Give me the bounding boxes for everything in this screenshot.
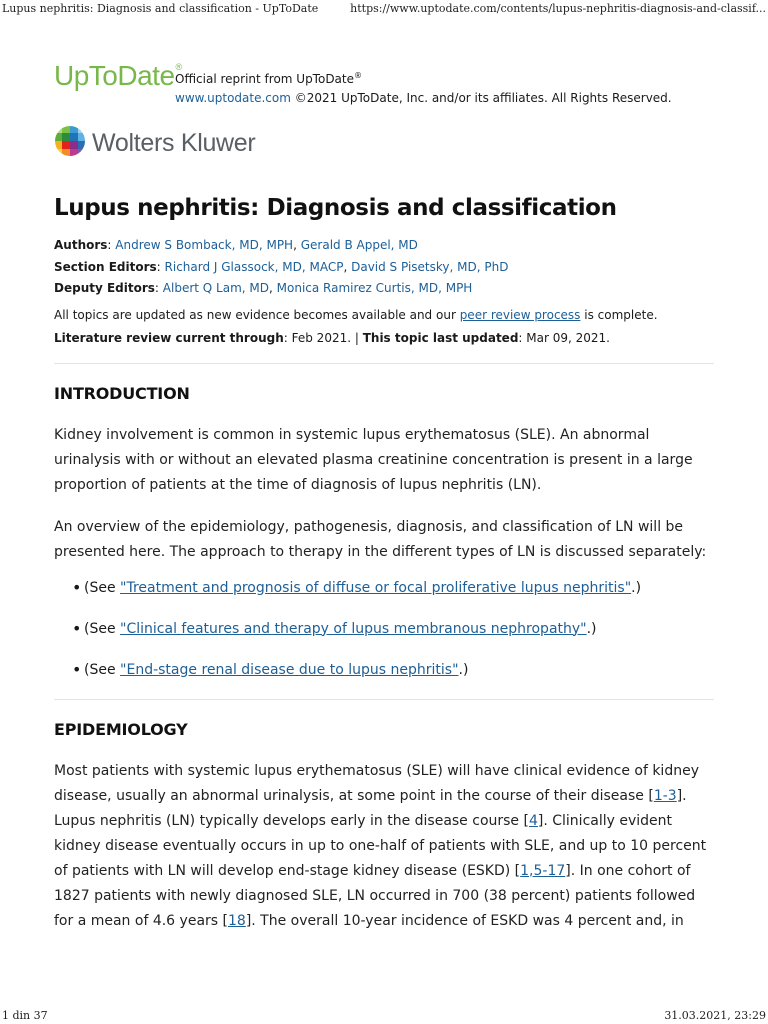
epidemiology-text: ]. Lupus nephritis (LN) typically develops early in the disease course [ [54,787,687,829]
author-link[interactable]: Andrew S Bomback, MD, MPH [115,238,294,252]
article-content [54,56,714,934]
see-suffix: .) [458,661,469,678]
see-prefix: (See [84,579,121,596]
update-note [54,308,714,322]
deputy-editors-line: Deputy Editors: Albert Q Lam, MD, Monica Ramirez Curtis, MD, MPH [54,281,473,295]
section-editors-label: Section Editors [54,259,157,274]
introduction-paragraph: An overview of the epidemiology, pathogenesis, diagnosis, and classification of LN will be presented here. The approach to therapy in the different types of LN is discussed separately: [54,518,707,560]
last-updated-label: This topic last updated [362,330,519,345]
section-editor-link[interactable]: David S Pisetsky, MD, PhD [351,259,509,274]
registered-mark: ® [175,62,182,72]
reprint-notice [175,66,672,108]
article-contributors [54,235,714,300]
see-suffix: .) [586,620,597,637]
lit-review-label: Literature review current through [54,330,284,345]
section-divider [54,699,714,700]
section-editor-link[interactable]: Richard J Glassock, MD, MACP [164,259,344,274]
reference-link[interactable]: 4 [528,812,538,829]
list-item [72,659,714,681]
see-also-list [72,577,714,681]
deputy-editors-label: Deputy Editors [54,281,155,295]
article-title: Lupus nephritis: Diagnosis and classification [54,195,617,221]
print-footer [0,1008,768,1022]
reference-link[interactable]: 1-3 [653,787,677,804]
reprint-line: Official reprint from UpToDate [175,72,354,86]
epidemiology-text: ]. The overall 10-year incidence of ESKD was 4 percent and, in [245,912,684,929]
print-timestamp: 31.03.2021, 23:29 [664,1009,766,1022]
reprint-registered-mark: ® [354,71,362,80]
esrd-lupus-nephritis-link[interactable]: "End-stage renal disease due to lupus nephritis" [120,661,459,678]
lit-review-value: : Feb 2021. | [283,330,363,345]
uptodate-logo[interactable] [54,60,182,92]
list-item [72,618,714,640]
brand-row [54,56,714,106]
section-editors-line: Section Editors: Richard J Glassock, MD, MACP, David S Pisetsky, MD, PhD [54,259,509,274]
peer-review-link[interactable]: peer review process [459,307,581,322]
print-header [0,2,768,16]
deputy-editor-link[interactable]: Albert Q Lam, MD [162,281,269,295]
section-divider [54,363,714,364]
epidemiology-paragraph [54,759,714,934]
copyright-text: ©2021 UpToDate, Inc. and/or its affiliates. All Rights Reserved. [290,91,672,105]
see-prefix: (See [84,661,121,678]
wolters-kluwer-text: Wolters Kluwer [92,129,256,157]
see-suffix: .) [631,579,642,596]
review-dates [54,331,714,345]
uptodate-site-link[interactable]: www.uptodate.com [175,91,291,105]
introduction-paragraph: Kidney involvement is common in systemic lupus erythematosus (SLE). An abnormal urinalysis with or without an elevated plasma creatinine concentration is present in a large proportion of patients at the time of diagnosis of lupus nephritis (LN). [54,426,693,493]
list-item [72,577,714,599]
epidemiology-text: Most patients with systemic lupus erythematosus (SLE) will have clinical evidence of kidney disease, usually an abnormal urinalysis, at some point in the course of their disease [ [54,762,699,804]
membranous-nephropathy-link[interactable]: "Clinical features and therapy of lupus membranous nephropathy" [120,620,587,637]
update-note-text-end: is complete. [580,307,658,322]
wolters-kluwer-logo[interactable] [54,125,714,169]
introduction-heading: INTRODUCTION [54,383,190,403]
author-link[interactable]: Gerald B Appel, MD [300,238,418,252]
page-counter: 1 din 37 [2,1009,48,1022]
see-prefix: (See [84,620,121,637]
epidemiology-heading: EPIDEMIOLOGY [54,719,188,739]
treatment-proliferative-ln-link[interactable]: "Treatment and prognosis of diffuse or focal proliferative lupus nephritis" [120,579,632,596]
authors-label: Authors [54,238,108,252]
reference-link[interactable]: 18 [227,912,246,929]
last-updated-value: : Mar 09, 2021. [518,330,610,345]
deputy-editor-link[interactable]: Monica Ramirez Curtis, MD, MPH [276,281,473,295]
wolters-kluwer-globe-icon [54,125,86,157]
epidemiology-text: ]. In one cohort of 1827 patients with newly diagnosed SLE, LN occurred in 700 (38 percent) patients followed for a mean of 4.6 years [ [54,862,696,929]
print-page-title: Lupus nephritis: Diagnosis and classification - UpToDate [2,2,319,15]
epidemiology-text: ]. Clinically evident kidney disease eventually occurs in up to one-half of patients with SLE, and up to 10 percent of patients with LN will develop end-stage kidney disease (ESKD) [ [54,812,707,879]
reference-link[interactable]: 1,5-17 [520,862,566,879]
authors-line: Authors: Andrew S Bomback, MD, MPH, Gerald B Appel, MD [54,238,418,252]
print-page-url: https://www.uptodate.com/contents/lupus-nephritis-diagnosis-and-classif... [350,2,766,15]
uptodate-logo-text: UpToDate [54,60,175,91]
update-note-text: All topics are updated as new evidence becomes available and our [54,307,460,322]
